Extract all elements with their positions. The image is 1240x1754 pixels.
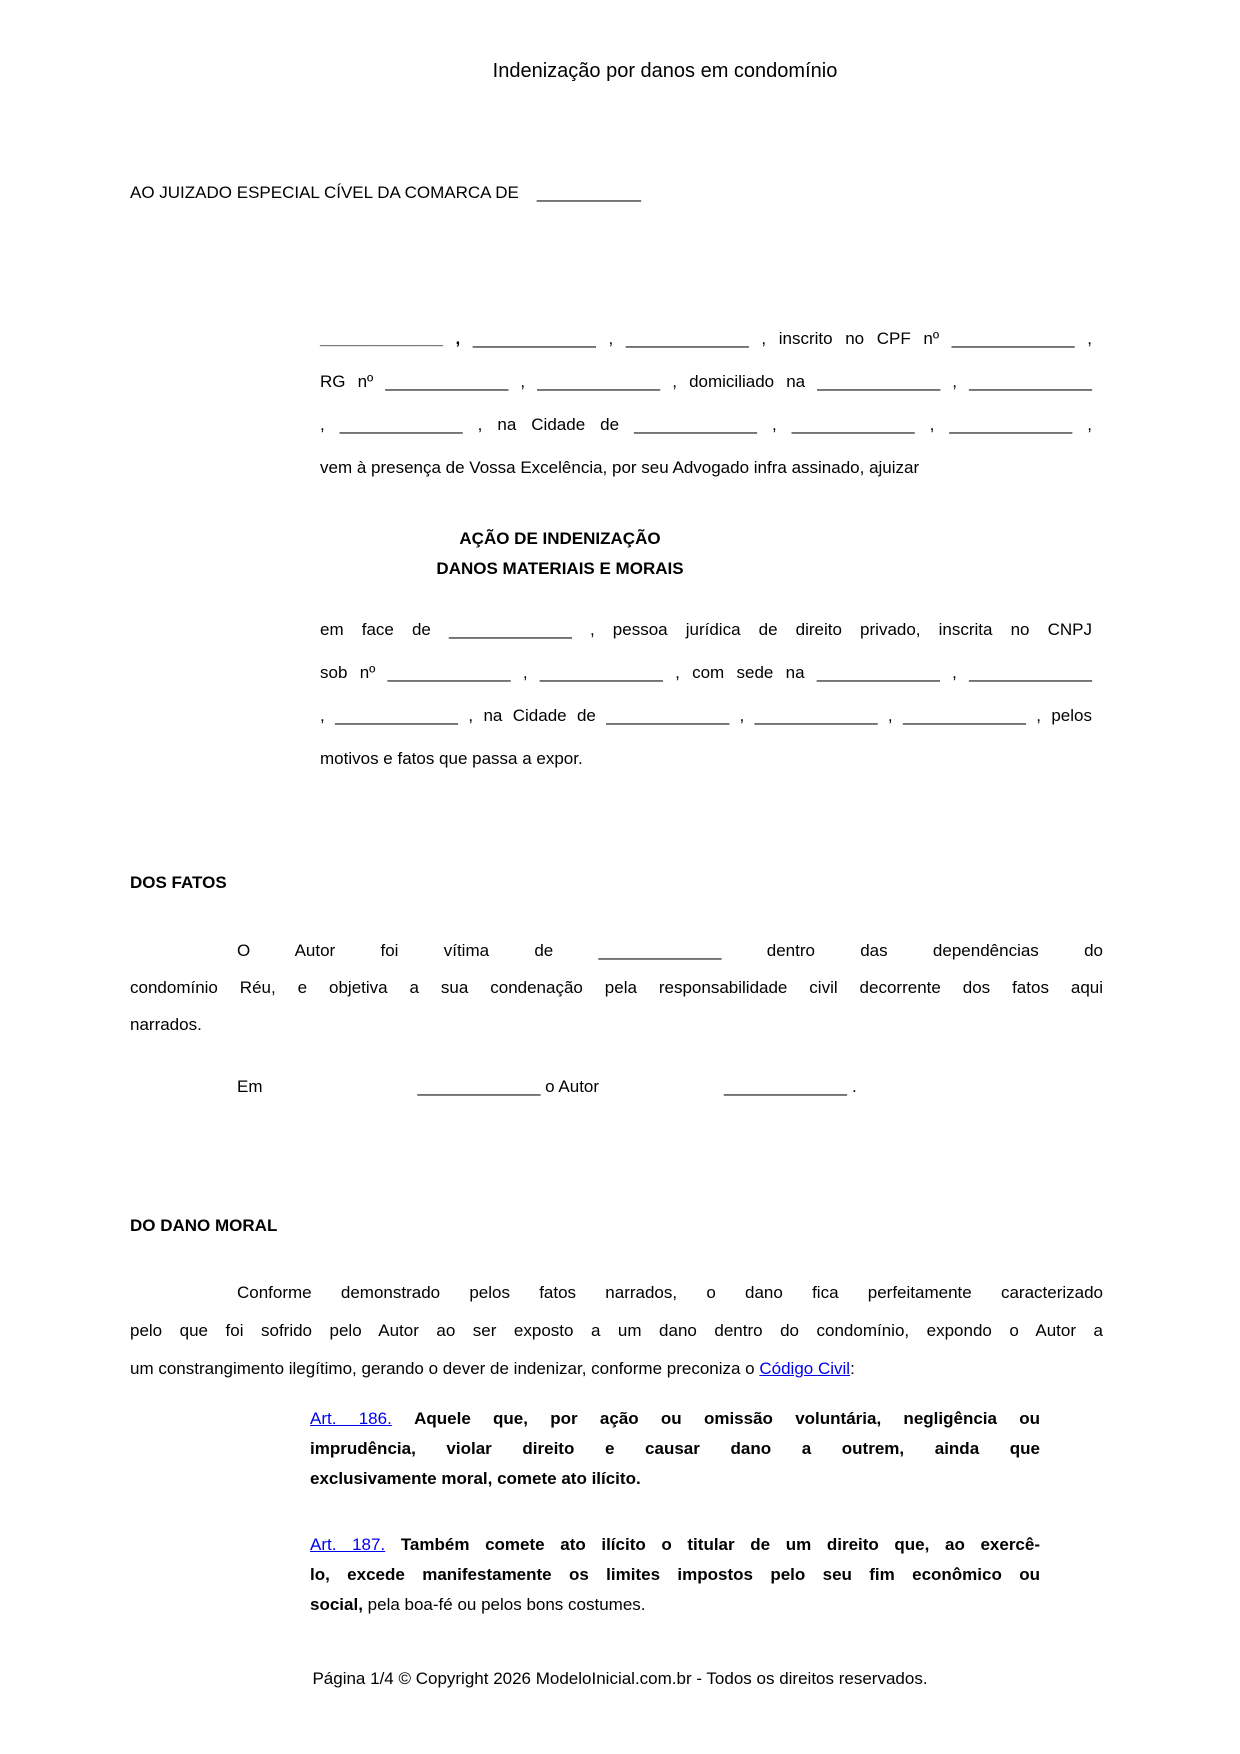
page-title: Indenização por danos em condomínio	[492, 60, 838, 82]
author-qualification-paragraph	[320, 317, 1092, 489]
qualification-line-2: RG nº _____________ , _____________ , domiciliado na _____________ , _____________	[320, 372, 1092, 391]
article-187-text-3-bold: social,	[310, 1595, 363, 1614]
article-186-quote	[310, 1404, 1040, 1494]
date-blank: _____________	[417, 1077, 541, 1096]
qualification-line-1-rest: _____________ , _____________ , inscrito no CPF nº _____________ ,	[472, 329, 1092, 348]
facts-paragraph	[130, 932, 1103, 1043]
moral-line-3-text: um constrangimento ilegítimo, gerando o dever de indenizar, conforme preconiza o	[130, 1359, 760, 1378]
date-line-autor: o Autor	[545, 1077, 600, 1096]
qualification-line-3: , _____________ , na Cidade de _____________ , _____________ , _____________ ,	[320, 415, 1092, 434]
article-186-text-2: imprudência, violar direito e causar dano a outrem, ainda que	[310, 1439, 1040, 1458]
addressee-text: AO JUIZADO ESPECIAL CÍVEL DA COMARCA DE	[130, 183, 519, 202]
moral-line-3-colon: :	[850, 1359, 855, 1378]
page-footer: Página 1/4 © Copyright 2026 ModeloInicial.com.br - Todos os direitos reservados.	[312, 1669, 928, 1688]
art-187-link[interactable]: Art. 187.	[310, 1535, 386, 1554]
comarca-blank: ___________	[536, 183, 641, 202]
article-187-line-3	[310, 1590, 1040, 1620]
date-line-em: Em	[237, 1077, 263, 1096]
article-187-text-1: Também comete ato ilícito o titular de um direito que, ao exercê-	[400, 1535, 1041, 1554]
addressee-line	[130, 183, 641, 203]
article-187-line-2	[310, 1560, 1040, 1590]
qualification-line-4: vem à presença de Vossa Excelência, por seu Advogado infra assinado, ajuizar	[320, 458, 920, 477]
date-line-period: .	[851, 1077, 857, 1096]
article-187-line-1	[310, 1530, 1040, 1560]
article-187-quote	[310, 1530, 1040, 1620]
article-186-text-3: exclusivamente moral, comete ato ilícito.	[310, 1469, 641, 1488]
defendant-line-1: em face de _____________ , pessoa jurídica de direito privado, inscrita no CNPJ	[320, 620, 1092, 639]
facts-line-2: condomínio Réu, e objetiva a sua condenação pela responsabilidade civil decorrente dos fatos aqui	[130, 978, 1103, 997]
article-186-line-3	[310, 1464, 1040, 1494]
facts-date-line	[130, 1076, 857, 1098]
moral-line-3	[130, 1350, 1103, 1388]
facts-line-1: O Autor foi vítima de _____________ dentro das dependências do	[237, 941, 1103, 960]
article-187-text-2: lo, excede manifestamente os limites impostos pelo seu fim econômico ou	[310, 1565, 1040, 1584]
author-name-blank: _____________ ,	[320, 329, 461, 348]
moral-line-2: pelo que foi sofrido pelo Autor ao ser exposto a um dano dentro do condomínio, expondo o Autor a	[130, 1321, 1103, 1340]
article-187-text-3-normal: pela boa-fé ou pelos bons costumes.	[367, 1595, 646, 1614]
moral-line-1: Conforme demonstrado pelos fatos narrados, o dano fica perfeitamente caracterizado	[237, 1283, 1103, 1302]
article-186-line-2	[310, 1434, 1040, 1464]
article-186-text-1: Aquele que, por ação ou omissão voluntária, negligência ou	[414, 1409, 1040, 1428]
outcome-blank: _____________	[724, 1077, 847, 1096]
section-heading-dos-fatos: DOS FATOS	[130, 873, 227, 892]
moral-damage-paragraph	[130, 1274, 1103, 1388]
defendant-line-2: sob nº _____________ , _____________ , com sede na _____________ , _____________	[320, 663, 1092, 682]
action-title-line-2: DANOS MATERIAIS E MORAIS	[436, 559, 684, 578]
action-title-line-1: AÇÃO DE INDENIZAÇÃO	[459, 529, 661, 548]
facts-line-3: narrados.	[130, 1015, 202, 1034]
defendant-line-3: , _____________ , na Cidade de _____________ , _____________ , _____________ , pelos	[320, 706, 1092, 725]
art-186-link[interactable]: Art. 186.	[310, 1409, 392, 1428]
section-heading-do-dano-moral: DO DANO MORAL	[130, 1216, 278, 1235]
action-title	[130, 524, 990, 584]
codigo-civil-link[interactable]: Código Civil	[759, 1359, 851, 1378]
qualification-line-1	[320, 317, 1092, 360]
article-186-line-1	[310, 1404, 1040, 1434]
defendant-line-4: motivos e fatos que passa a expor.	[320, 749, 583, 768]
defendant-paragraph	[320, 608, 1092, 780]
